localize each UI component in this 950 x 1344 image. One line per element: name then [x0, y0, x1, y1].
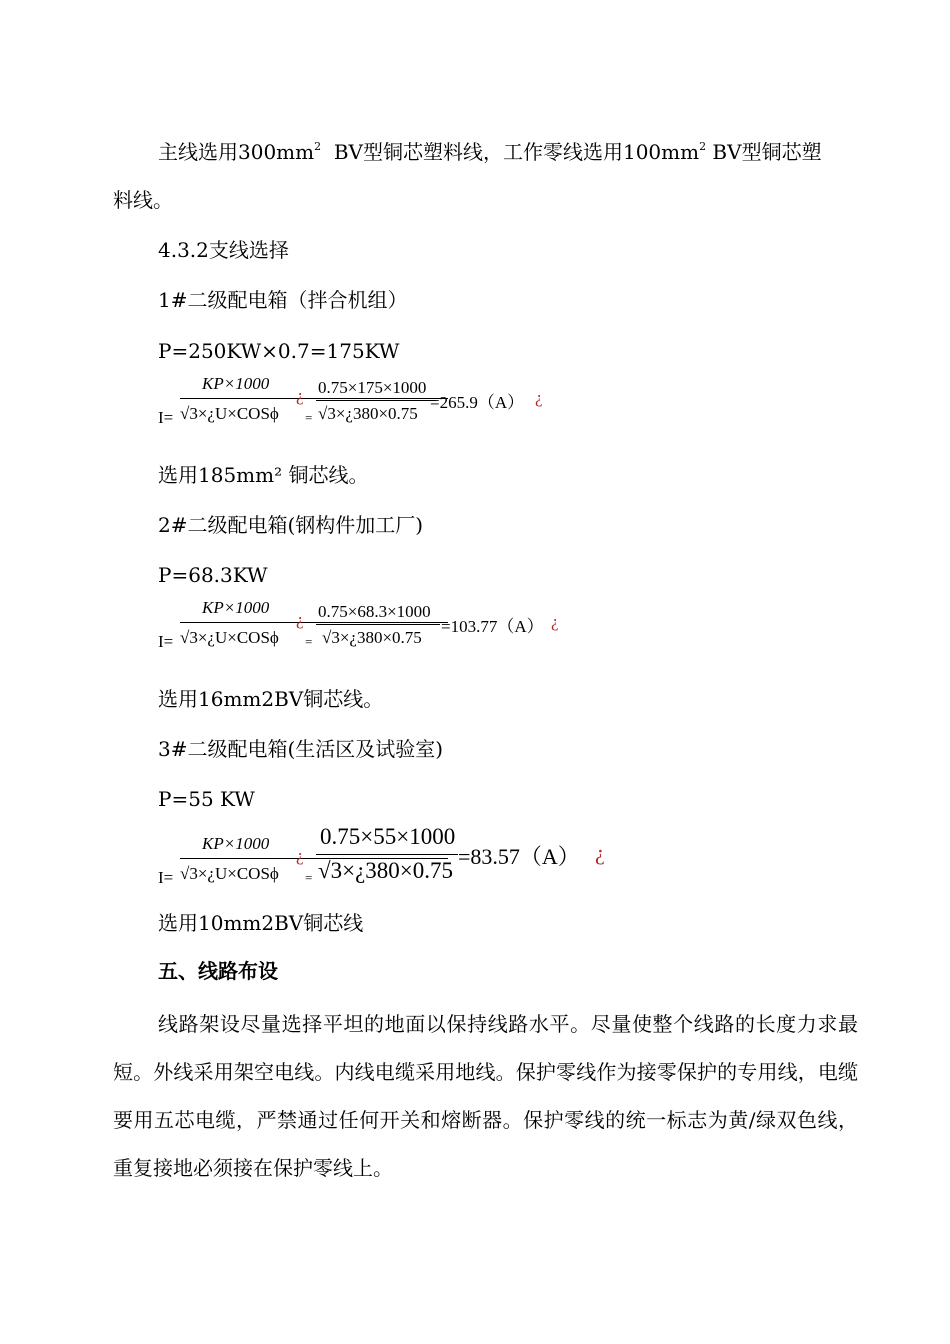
text-run: BV型铜芯塑	[706, 140, 822, 164]
box2-title: 2#二级配电箱(钢构件加工厂)	[158, 513, 424, 537]
current-symbol: I=	[158, 868, 174, 887]
general-fraction-bar	[180, 398, 448, 399]
text-run: 选用185mm² 铜芯线。	[158, 463, 369, 487]
formula-3	[158, 826, 638, 888]
numerator: 0.75×68.3×1000	[318, 602, 431, 621]
superscript: 2	[699, 140, 707, 153]
result-mark: ¿	[551, 612, 559, 631]
general-numerator: KP×1000	[202, 374, 270, 393]
box1-power: P=250KW×0.7=175KW	[158, 339, 400, 363]
general-numerator: KP×1000	[202, 834, 270, 853]
box3-title: 3#二级配电箱(生活区及试验室)	[158, 737, 444, 761]
text-run: BV型铜芯塑料线，工作零线选用100mm	[321, 140, 700, 164]
denominator: √3×¿380×0.75	[318, 858, 454, 883]
text-run: 料线。	[113, 188, 173, 212]
section-5-body: 线路架设尽量选择平坦的地面以保持线路水平。尽量使整个线路的长度力求最短。外线采用架空电线。内线电缆采用地线。保护零线作为接零保护的专用线，电缆要用五芯电缆，严禁通过任何开关和熔断器。保护零线的统一标志为黄/绿双色线，重复接地必须接在保护零线上。	[113, 1012, 858, 1180]
current-symbol: I=	[158, 408, 174, 427]
box3-choice: 选用10mm2BV铜芯线	[158, 911, 364, 935]
general-denominator: √3×¿U×COSϕ	[180, 404, 279, 423]
result: =103.77（A）	[441, 617, 544, 636]
equals-sign: =	[305, 870, 313, 885]
general-numerator: KP×1000	[202, 598, 270, 617]
formula-2	[158, 598, 638, 650]
box1-choice	[158, 461, 368, 489]
placeholder-mark: ¿	[296, 386, 304, 405]
fraction-bar	[316, 854, 458, 855]
box3-power: P=55 KW	[158, 787, 255, 811]
placeholder-mark: ¿	[296, 610, 304, 629]
general-fraction-bar	[180, 622, 448, 623]
general-denominator: √3×¿U×COSϕ	[180, 864, 279, 883]
section-5-heading: 五、线路布设	[158, 959, 278, 983]
main-line-paragraph-line1	[158, 138, 822, 166]
current-symbol: I=	[158, 632, 174, 651]
section-4-3-2-title: 4.3.2支线选择	[158, 238, 289, 262]
formula-1	[158, 374, 638, 426]
numerator: 0.75×55×1000	[320, 824, 456, 849]
result-mark: ¿	[535, 388, 543, 407]
result: =83.57（A）	[458, 844, 580, 869]
box2-power: P=68.3KW	[158, 563, 268, 587]
text-run: 主线选用300mm	[158, 140, 315, 164]
result-mark: ¿	[595, 840, 605, 865]
box2-choice: 选用16mm2BV铜芯线。	[158, 687, 384, 711]
equals-sign: =	[305, 410, 313, 425]
general-denominator: √3×¿U×COSϕ	[180, 628, 279, 647]
denominator: √3×¿380×0.75	[322, 628, 422, 647]
box1-title: 1#二级配电箱（拌合机组）	[158, 288, 408, 312]
main-line-paragraph-line2	[113, 186, 173, 214]
numerator: 0.75×175×1000	[318, 378, 427, 397]
equals-sign: =	[305, 634, 313, 649]
placeholder-mark: ¿	[296, 846, 304, 865]
denominator: √3×¿380×0.75	[318, 404, 418, 423]
result: =265.9（A）	[430, 393, 525, 412]
fraction-bar	[316, 624, 440, 625]
superscript: 2	[314, 140, 322, 153]
fraction-bar	[316, 400, 436, 401]
